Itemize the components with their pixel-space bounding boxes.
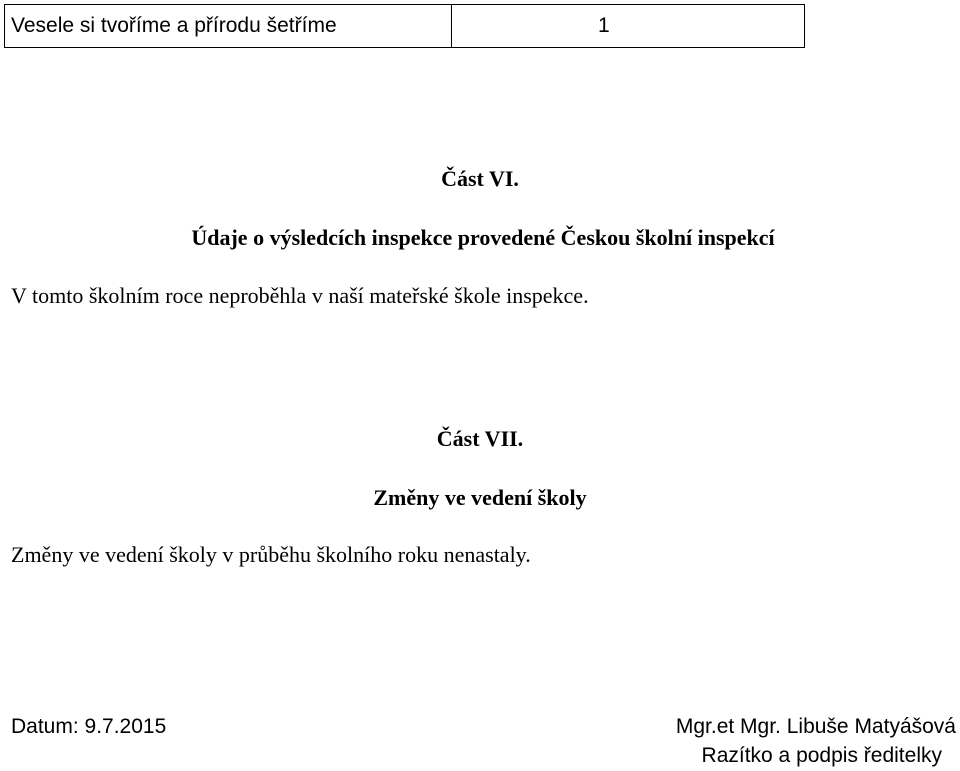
- part6-paragraph: V tomto školním roce neproběhla v naší mateřské škole inspekce.: [11, 283, 589, 308]
- page-header-table: [4, 4, 805, 48]
- page-number: 1: [598, 14, 610, 37]
- page-number-cell: [452, 5, 804, 47]
- part6-title: Část VI.: [441, 166, 519, 191]
- footer-signature-caption: Razítko a podpis ředitelky: [701, 744, 942, 767]
- document-title: Vesele si tvoříme a přírodu šetříme: [11, 14, 337, 37]
- part7-paragraph: Změny ve vedení školy v průběhu školního roku nenastaly.: [11, 542, 531, 567]
- part7-subtitle: Změny ve vedení školy: [373, 485, 587, 510]
- footer-date: Datum: 9.7.2015: [11, 715, 167, 738]
- footer-signatory: Mgr.et Mgr. Libuše Matyášová: [675, 715, 956, 738]
- part7-title: Část VII.: [436, 426, 524, 451]
- part6-subtitle: Údaje o výsledcích inspekce provedené Českou školní inspekcí: [191, 225, 775, 250]
- document-title-cell: [5, 5, 452, 47]
